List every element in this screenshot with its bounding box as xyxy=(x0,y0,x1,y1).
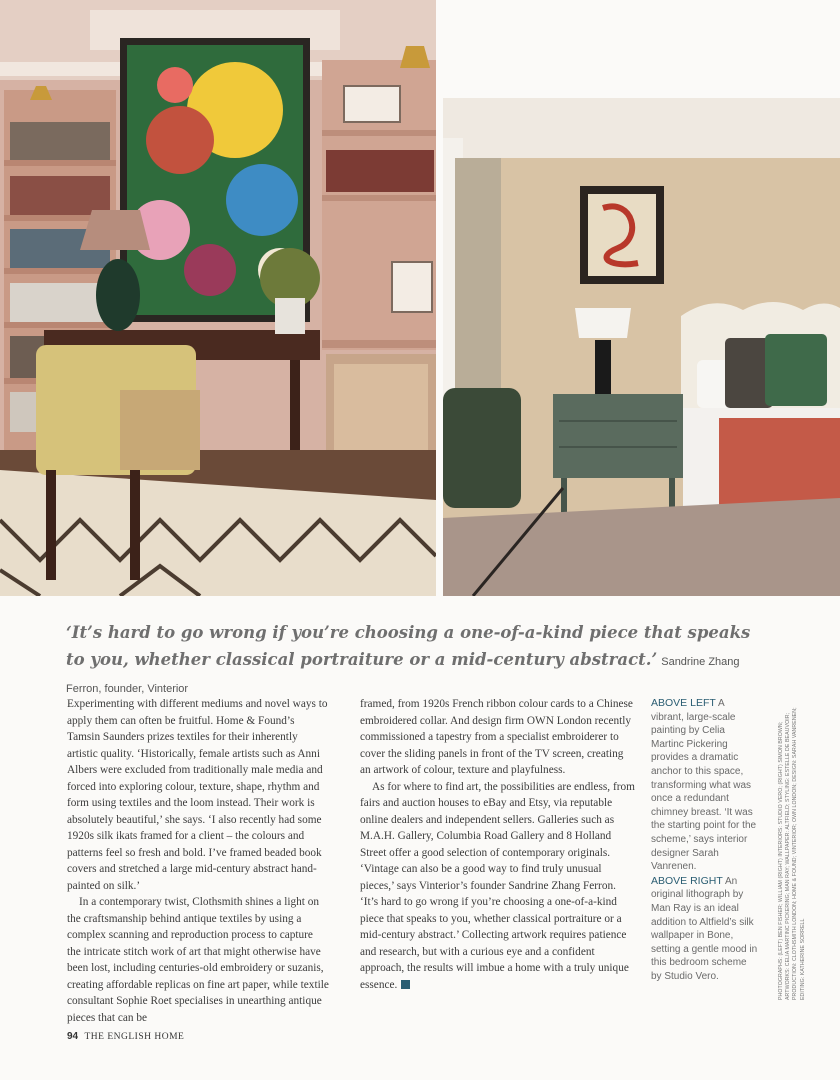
article-column-1 xyxy=(67,696,329,1026)
paragraph: In a contemporary twist, Clothsmith shines a light on the craftsmanship behind antique textiles by using a complex scanning and reproduction process to capture the intricate stitch work of art that might otherwise have been lost, including centuries-old embroidery or suzanis, creating affordable replicas on fine art paper, while textile consultant Sophie Roet specialises in unearthing antique pieces that can be xyxy=(67,896,329,1024)
page-folio xyxy=(67,1031,184,1042)
end-of-article-mark xyxy=(401,980,410,989)
caption-label: ABOVE RIGHT xyxy=(651,874,723,887)
photo-study-room xyxy=(0,0,436,596)
paragraph: Experimenting with different mediums and novel ways to apply them can often be fruitful. Home & Found’s Tamsin Saunders prizes textiles for their inherently artistic quality. ‘Historically, female artists such as Anni Albers were excluded from traditionally male media and forced into exploring colour, texture, shape, rhythm and form using textiles and the loom instead. Their work is absolutely beautiful,’ she says. ‘I also recently had some 1920s silk ikats framed for a client – the colours and patterns feel so fresh and bold. I’ve framed beaded book covers and stretched a large mid-century abstract hand-painted on silk.’ xyxy=(67,698,328,892)
caption-above-left xyxy=(651,697,759,874)
caption-text: An original lithograph by Man Ray is an ideal addition to Altfield’s silk wallpaper in Bone, setting a gentle mood in this bedroom scheme by Studio Vero. xyxy=(651,875,758,982)
pull-quote-attribution: Sandrine Zhang Ferron, founder, Vinterior xyxy=(66,656,740,695)
caption-above-right xyxy=(651,875,759,984)
pull-quote-text: ‘It’s hard to go wrong if you’re choosing a one-of-a-kind piece that speaks to you, whether classical portraiture or a mid-century abstract.’ xyxy=(66,623,751,669)
caption-label: ABOVE LEFT xyxy=(651,697,716,709)
caption-text: A vibrant, large-scale painting by Celia Martinc Pickering provides a dramatic anchor to this space, transforming what was once a redundant chimney breast. ‘It was the starting point for the scheme,’ says interior designer Sarah Vanrenen. xyxy=(651,698,757,873)
paragraph-final xyxy=(360,779,636,994)
article-column-2 xyxy=(360,696,636,993)
study-room-illustration xyxy=(0,0,436,596)
paragraph: framed, from 1920s French ribbon colour cards to a Chinese embroidered collar. And design firm OWN London recently commissioned a tapestry from a specialist embroiderer to cover the sliding panels in front of the TV screen, creating an artwork of colour, texture and playfulness. xyxy=(360,698,633,776)
magazine-title: THE ENGLISH HOME xyxy=(84,1032,185,1042)
page-number: 94 xyxy=(67,1031,79,1042)
paragraph-final-text: As for where to find art, the possibilities are endless, from fairs and auction houses to eBay and Etsy, via reputable online dealers and independent sellers. Galleries such as M.A.H. Gallery, Columbia Road Gallery and 8 Holland Street offer a good selection of contemporary originals. ‘Vintage can also be a good way to find truly unusual pieces,’ says Vinterior’s founder Sandrine Zhang Ferron. ‘It’s hard to go wrong if you’re choosing a one-of-a-kind piece that speaks to you, whether classical portraiture or a mid-century abstract.’ Collecting artwork requires patience and research, but with a curious eye and a confident approach, the results will imbue a home with a truly unique essence. xyxy=(360,780,635,991)
bedroom-illustration xyxy=(443,98,840,596)
photo-captions xyxy=(651,697,759,983)
photo-bedroom xyxy=(443,98,840,596)
pull-quote xyxy=(66,620,766,702)
photo-credits: PHOTOGRAPHS: (LEFT) BEN FISHER; WILLIAM (RIGHT) INTERIORS: STUDIO VERO; (RIGHT) SIMON BROWN; ARTWORKS: CELIA MARTINC PICKERING; MAN RAY; WALLPAPER: ALTFIELD; STYLING: ESTELLE DE BEAUVOIR; PRODUCTION: CLOTHSMITH LONDON; HOME & FOUND; VINTERIOR; OWN LONDON; DESIGN: SARAH VANRENEN; EDITING: KATHERINE SORRELL xyxy=(778,707,806,1000)
